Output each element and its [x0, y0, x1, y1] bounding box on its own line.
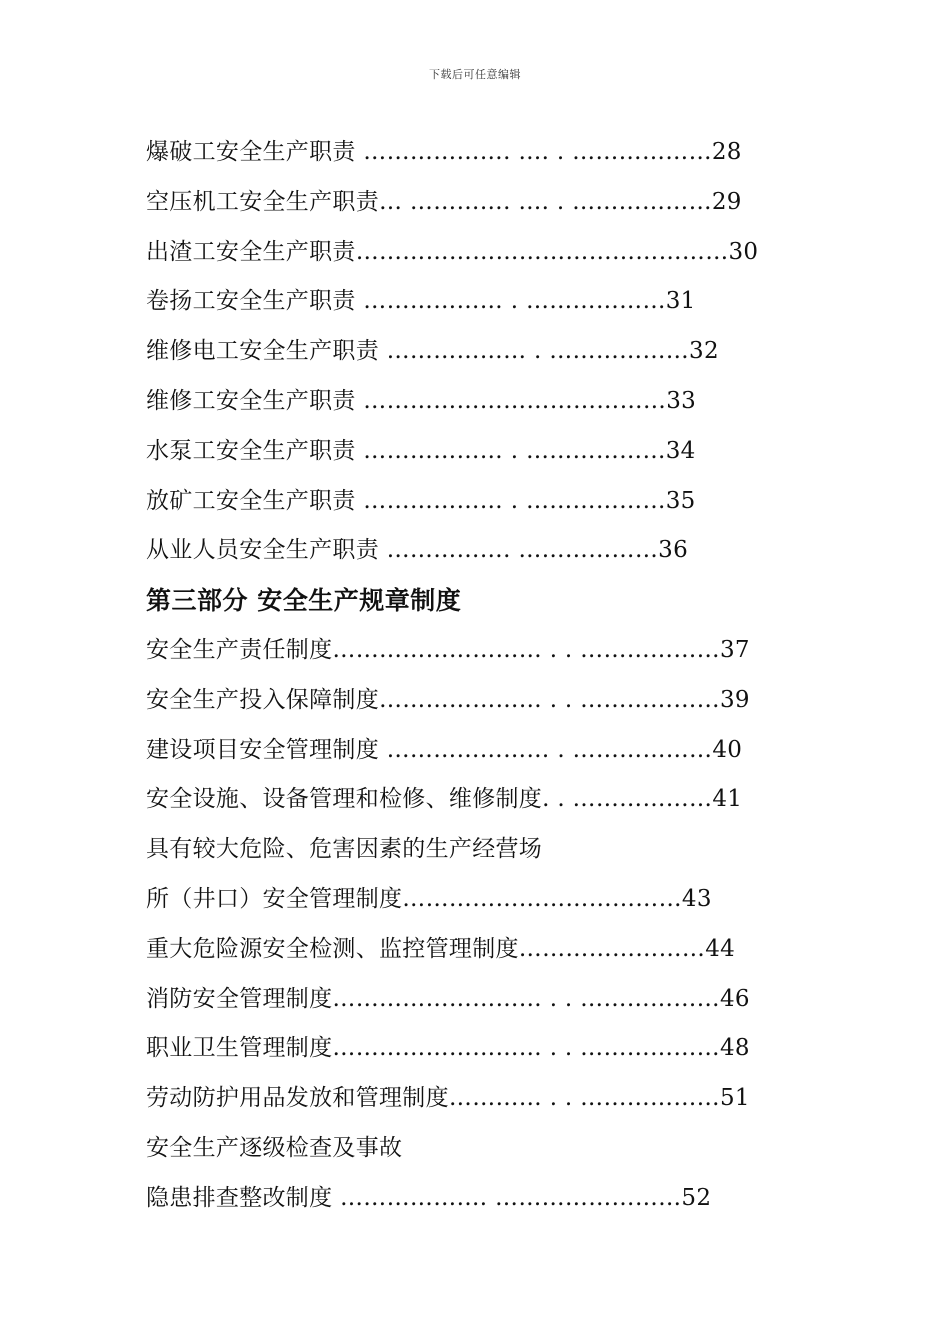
toc-entry: 爆破工安全生产职责 ………………. …. . ………………28 [146, 139, 742, 165]
toc-entry-wrapped-start: 安全生产逐级检查及事故 [146, 1134, 403, 1161]
header-note: 下载后可任意编辑 [429, 68, 521, 81]
toc-entry: 空压机工安全生产职责… …………. …. . ………………29 [146, 188, 742, 215]
toc-entry: 出渣工安全生产职责…………………………………………30 [146, 238, 759, 265]
toc-entry: 维修工安全生产职责 …………………………………33 [146, 387, 697, 414]
toc-entry: 建设项目安全管理制度 ………………… . ………………40 [146, 736, 743, 763]
toc-entry: 重大危险源安全检测、监控管理制度……………………44 [146, 935, 736, 962]
toc-entry: 水泵工安全生产职责 ……………… . ………………34 [146, 437, 696, 464]
toc-entry: 放矿工安全生产职责 ……………… . ………………35 [146, 487, 696, 514]
toc-entry: 消防安全管理制度……………………… . . ………………46 [146, 985, 750, 1012]
toc-entry: 隐患排查整改制度 ………………. ……………………52 [146, 1184, 712, 1211]
toc-entry: 安全设施、设备管理和检修、维修制度. . ………………41 [146, 786, 743, 813]
table-of-contents [146, 128, 786, 1224]
section-heading: 第三部分 安全生产规章制度 [146, 586, 462, 616]
toc-entry: 卷扬工安全生产职责 ……………… . ………………31 [146, 288, 696, 315]
toc-entry: 安全生产责任制度……………………… . . ………………37 [146, 636, 750, 663]
toc-entry-wrapped-start: 具有较大危险、危害因素的生产经营场 [146, 836, 543, 863]
toc-entry: 所（井口）安全管理制度………………………………43 [146, 885, 712, 912]
toc-entry: 职业卫生管理制度……………………… . . ………………48 [146, 1035, 750, 1062]
toc-entry: 安全生产投入保障制度………………… . . ………………39 [146, 686, 750, 713]
toc-entry: 维修电工安全生产职责 ……………… . ………………32 [146, 338, 719, 365]
toc-entry: 从业人员安全生产职责 ……………. ………………36 [146, 537, 688, 564]
toc-entry: 劳动防护用品发放和管理制度………… . . ………………51 [146, 1085, 750, 1112]
